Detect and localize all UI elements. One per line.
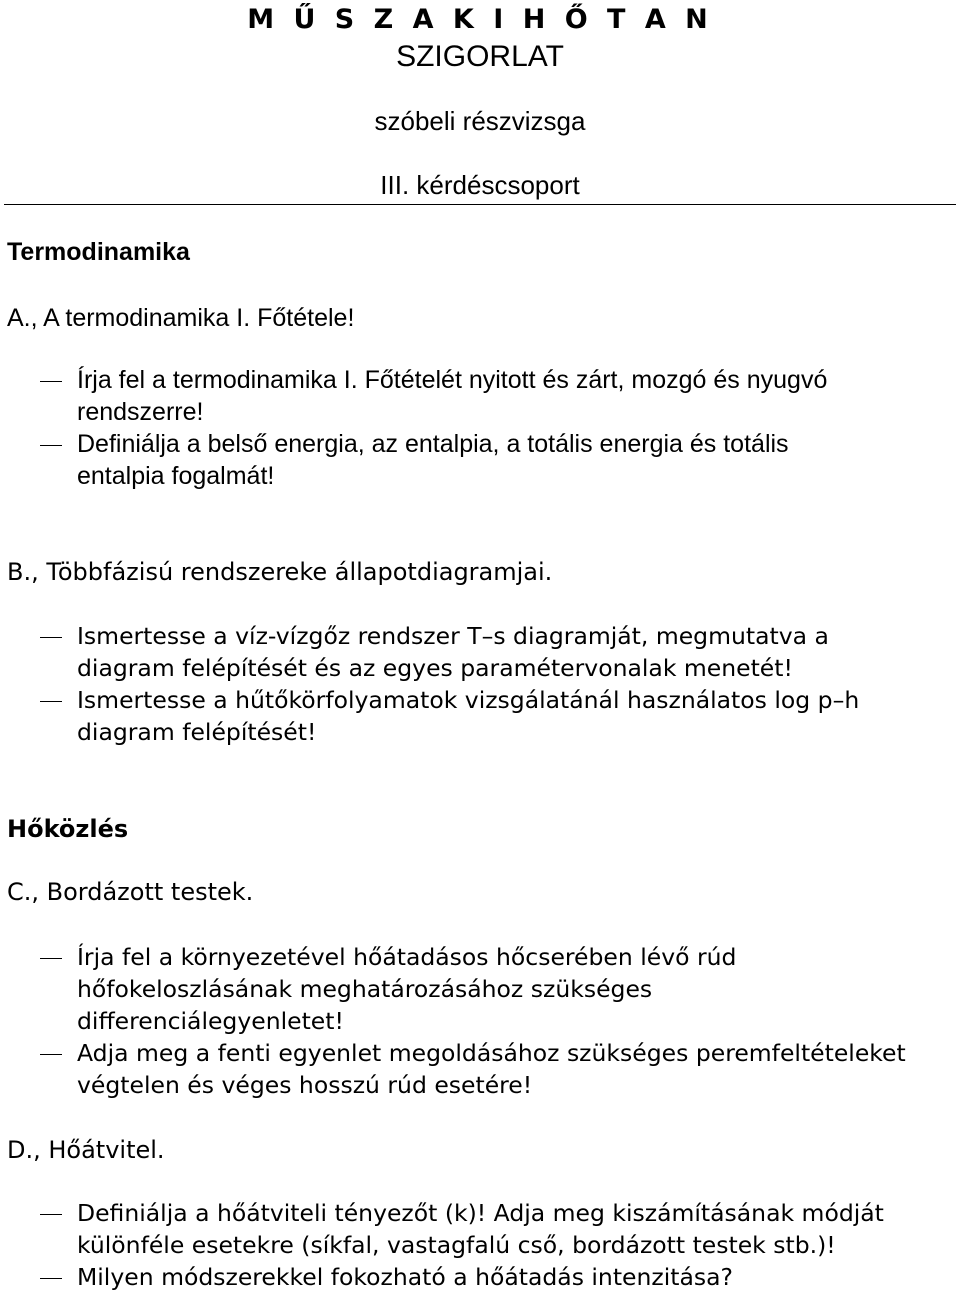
header-divider [4,204,956,205]
heading-termodinamika: Termodinamika [7,238,190,266]
section-b-title: B., Többfázisú rendszereke állapotdiagramjai. [7,558,553,586]
list-item-text: Írja fel a termodinamika I. Főtételét nyitott és zárt, mozgó és nyugvó rendszerre! [77,366,828,426]
dash-bullet-icon [40,958,62,959]
list-item-text: Ismertesse a víz-vízgőz rendszer T–s diagramját, megmutatva a diagram felépítését és az egyes paramétervonalak menetét! [77,622,829,682]
section-a-title: A., A termodinamika I. Főtétele! [7,304,355,332]
list-item-text: Milyen módszerekkel fokozható a hőátadás intenzitása? [77,1263,733,1291]
exam-type: szóbeli részvizsga [374,106,586,136]
list-item-text: Definiálja a belső energia, az entalpia, a totális energia és totális entalpia fogalmát! [77,430,789,490]
list-item-text: Definiálja a hőátviteli tényezőt (k)! Adja meg kiszámításának módját különféle esetekre (síkfal, vastagfalú cső, bordázott testek stb.)! [77,1199,884,1259]
document-title: M Ű S Z A K I H Ő T A N [247,4,713,35]
dash-bullet-icon [40,445,62,446]
dash-bullet-icon [40,1054,62,1055]
list-item-text: Írja fel a környezetével hőátadásos hőcserében lévő rúd hőfokeloszlásának meghatározásához szükséges differenciálegyenletet! [77,943,737,1035]
dash-bullet-icon [40,1278,62,1279]
dash-bullet-icon [40,1214,62,1215]
section-d-title: D., Hőátvitel. [7,1136,165,1164]
question-group: III. kérdéscsoport [380,170,580,200]
document-subtitle: SZIGORLAT [396,40,564,73]
dash-bullet-icon [40,637,62,638]
list-item-text: Adja meg a fenti egyenlet megoldásához szükséges peremfeltételeket végtelen és véges hosszú rúd esetére! [77,1039,906,1099]
dash-bullet-icon [40,701,62,702]
list-item-text: Ismertesse a hűtőkörfolyamatok vizsgálatánál használatos log p–h diagram felépítését! [77,686,860,746]
dash-bullet-icon [40,381,62,382]
section-c-title: C., Bordázott testek. [7,878,254,906]
heading-hokozles: Hőközlés [7,815,129,843]
